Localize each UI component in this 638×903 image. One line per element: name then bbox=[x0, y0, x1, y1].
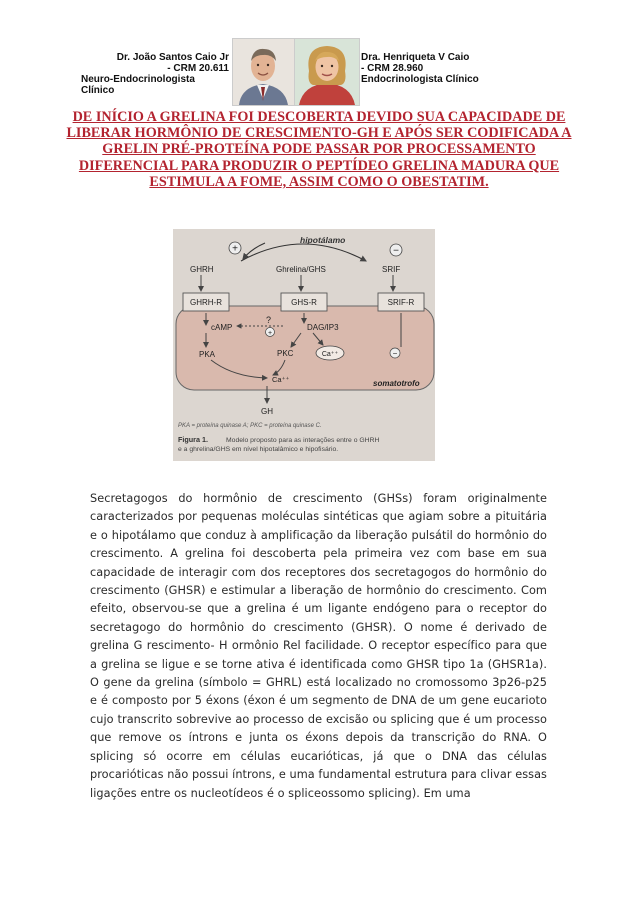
woman-portrait-image bbox=[295, 39, 359, 105]
ca-inner-label: Ca⁺⁺ bbox=[321, 351, 339, 358]
figure-caption-label: Figura 1. bbox=[178, 435, 208, 444]
question-mark: ? bbox=[266, 315, 272, 325]
pathway-diagram bbox=[173, 229, 435, 461]
gh-label: GH bbox=[261, 407, 273, 416]
dag-ip3-label: DAG/IP3 bbox=[307, 323, 339, 332]
page-title: DE INÍCIO A GRELINA FOI DESCOBERTA DEVIDO SUA CAPACIDADE DE LIBERAR HORMÔNIO DE CRESCIMENTO-GH E APÓS SER CODIFICADA A GRELIN PRÉ-PROTEÍNA PODE PASSAR POR PROCESSAMENTO DIFERENCIAL PARA PRODUZIR O PEPTÍDEO GRELINA MADURA QUE ESTIMULA A FOME, ASSIM COMO O OBESTATIM. bbox=[66, 109, 572, 190]
figure-caption-line2: e a ghrelina/GHS em nível hipotalâmico e hipofisário. bbox=[178, 446, 339, 453]
figure-caption-line1: Modelo proposto para as interações entre o GHRH bbox=[226, 437, 380, 444]
doctor-left-photo bbox=[232, 38, 295, 106]
minus-sign-inner: − bbox=[392, 349, 398, 358]
ghrh-r-label: GHRH-R bbox=[190, 298, 222, 307]
minus-sign: − bbox=[393, 245, 399, 257]
plus-sign: + bbox=[232, 243, 238, 255]
doctor-right-credentials bbox=[361, 52, 501, 85]
doctor-left-specialty: Neuro-Endocrinologista Clínico bbox=[81, 74, 195, 96]
doctor-left-credentials bbox=[81, 52, 229, 96]
hypothalamus-label: hipotálamo bbox=[300, 235, 346, 245]
pkc-label: PKC bbox=[277, 349, 294, 358]
man-portrait-image bbox=[233, 39, 294, 105]
pka-label: PKA bbox=[199, 350, 216, 359]
ghrelin-pathway-figure bbox=[173, 229, 435, 461]
doctor-left-crm: - CRM 20.611 bbox=[167, 63, 229, 74]
ghs-r-label: GHS-R bbox=[291, 298, 317, 307]
srif-r-label: SRIF-R bbox=[387, 298, 415, 307]
camp-label: cAMP bbox=[211, 323, 233, 332]
doctor-right-name: Dra. Henriqueta V Caio bbox=[361, 52, 470, 63]
ghrh-label: GHRH bbox=[190, 265, 214, 274]
plus-sign-inner: + bbox=[267, 330, 273, 337]
doctor-right-crm: - CRM 28.960 bbox=[361, 63, 424, 74]
ca-bottom-label: Ca⁺⁺ bbox=[272, 375, 290, 384]
somatotroph-label: somatotrofo bbox=[373, 379, 420, 388]
doctor-right-photo bbox=[294, 38, 360, 106]
doctor-left-name: Dr. João Santos Caio Jr bbox=[116, 52, 229, 63]
doctor-right-specialty: Endocrinologista Clínico bbox=[361, 74, 479, 85]
srif-label: SRIF bbox=[382, 265, 401, 274]
figure-abbreviations: PKA = proteína quinase A; PKC = proteína quinase C. bbox=[178, 423, 322, 429]
ghrelin-ghs-label: Ghrelina/GHS bbox=[276, 265, 326, 274]
body-paragraph: Secretagogos do hormônio de crescimento (GHSs) foram originalmente caracterizados por pequenas moléculas sintéticas que agiam sobre a pituitária e o hipotálamo que conduz à amplificação da liberação pulsátil do hormônio do crescimento. A grelina foi descoberta pela primeira vez com base em sua capacidade de interagir com dos receptores dos secretagogos do hormônio do crescimento (GHSR) e estimular a liberação de hormônio do crescimento. Com efeito, observou-se que a grelina é um ligante endógeno para o receptor do secretagogo do hormônio do crescimento (GHSR). O nome é derivado de grelina G rescimento- H ormônio Rel facilidade. O receptor específico para que a grelina se ligue e se torne ativa é identificada como GHSR tipo 1a (GHSR1a). O gene da grelina (símbolo = GHRL) está localizado no cromossomo 3p26-p25 e é composto por 5 éxons (éxon é um segmento de DNA de um gene eucarioto cujo transcrito sobrevive ao processo de excisão ou splicing que é um processo que remove os íntrons e junta os éxons depois da transcrição do RNA. O splicing só ocorre em células eucarióticas, já que o DNA das células procarióticas não possui íntrons, e uma fundamental estrutura para clivar essas ligações entre os nucleotídeos é o spliceossomo splicing). Em uma bbox=[90, 492, 547, 800]
